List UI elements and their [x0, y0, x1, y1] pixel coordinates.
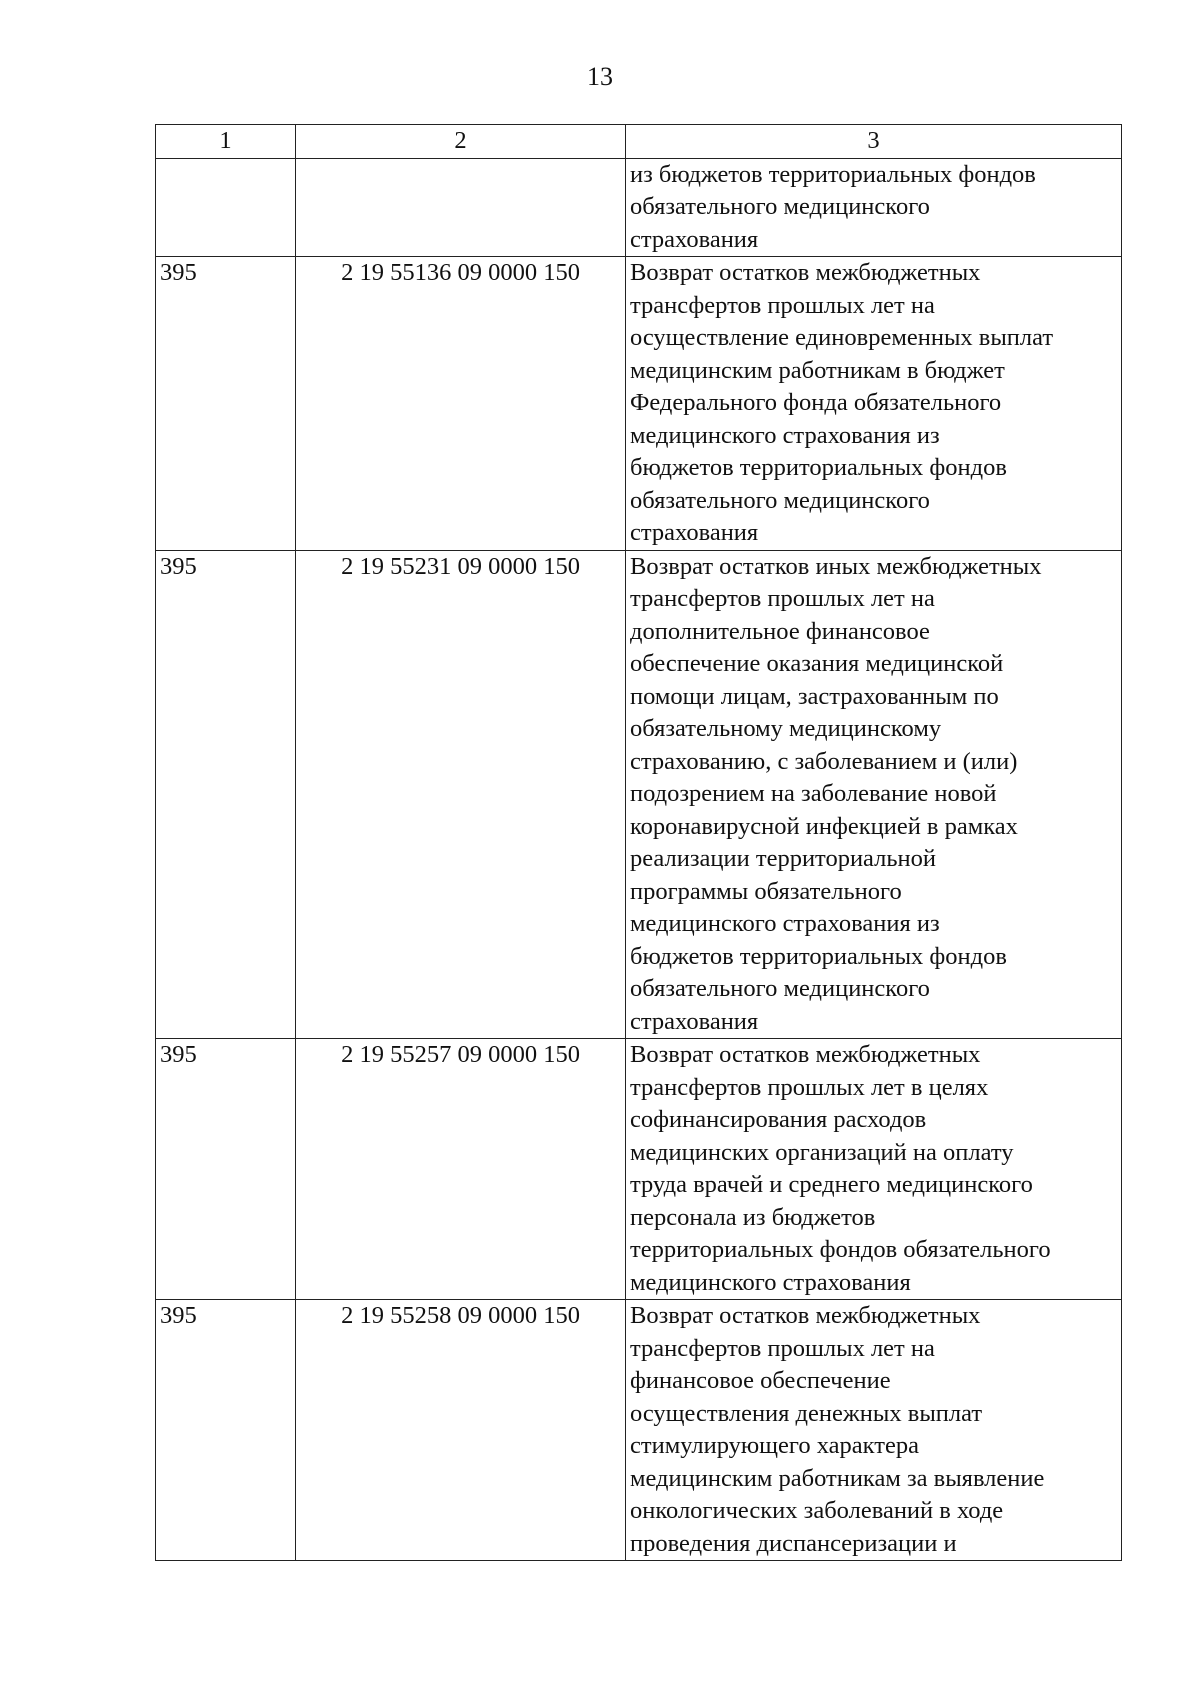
description-line: дополнительное финансовое	[630, 617, 930, 645]
description-line: медицинских организаций на оплату	[630, 1138, 1014, 1166]
budget-classification-code-cell: 2 19 55231 09 0000 150	[296, 550, 626, 1039]
description-line: Возврат остатков межбюджетных	[630, 259, 981, 286]
description-line: осуществление единовременных выплат	[630, 324, 1054, 351]
column-header-3: 3	[626, 125, 1122, 159]
column-header-1: 1	[156, 125, 296, 159]
admin-code-cell: 395	[156, 1300, 296, 1561]
income-description-cell	[626, 1300, 1122, 1561]
description-line: реализации территориальной	[630, 845, 937, 872]
budget-codes-table	[155, 124, 1122, 1561]
column-header-2: 2	[296, 125, 626, 159]
description-line: страхованию, с заболеванием и (или)	[630, 747, 1018, 775]
description-line: территориальных фондов обязательного	[630, 1236, 1051, 1263]
description-line: обязательному медицинскому	[630, 715, 942, 742]
income-description-cell	[626, 1039, 1122, 1300]
description-line: трансфертов прошлых лет на	[630, 291, 935, 319]
budget-classification-code-cell: 2 19 55136 09 0000 150	[296, 257, 626, 551]
description-line: персонала из бюджетов	[630, 1203, 876, 1231]
description-line: обязательного медицинского	[630, 193, 930, 220]
description-line: медицинским работникам за выявление	[630, 1464, 1045, 1492]
description-line: проведения диспансеризации и	[630, 1529, 957, 1557]
description-line: медицинским работникам в бюджет	[630, 356, 1005, 384]
description-line: помощи лицам, застрахованным по	[630, 682, 999, 710]
description-line: подозрением на заболевание новой	[630, 780, 997, 807]
description-line: Возврат остатков межбюджетных	[630, 1302, 981, 1329]
description-line: страхования	[630, 225, 759, 253]
description-line: трансфертов прошлых лет на	[630, 1334, 935, 1362]
table-row	[156, 1300, 1122, 1561]
description-line: софинансирования расходов	[630, 1106, 927, 1133]
description-line: онкологических заболеваний в ходе	[630, 1497, 1004, 1524]
description-line: обязательного медицинского	[630, 975, 930, 1002]
description-line: обеспечение оказания медицинской	[630, 650, 1004, 677]
table-header-row	[156, 125, 1122, 159]
income-description-cell	[626, 550, 1122, 1039]
table-row	[156, 257, 1122, 551]
description-line: обязательного медицинского	[630, 486, 930, 514]
admin-code-cell: 395	[156, 257, 296, 551]
income-description-cell	[626, 158, 1122, 257]
admin-code-cell	[156, 158, 296, 257]
description-line: трансфертов прошлых лет в целях	[630, 1073, 989, 1101]
table-row	[156, 1039, 1122, 1300]
description-line: страхования	[630, 1007, 759, 1035]
description-line: стимулирующего характера	[630, 1432, 919, 1459]
income-description-cell	[626, 257, 1122, 551]
description-line: страхования	[630, 519, 759, 546]
description-line: труда врачей и среднего медицинского	[630, 1171, 1033, 1198]
description-line: бюджетов территориальных фондов	[630, 454, 1007, 481]
description-line: коронавирусной инфекцией в рамках	[630, 812, 1018, 840]
description-line: медицинского страхования из	[630, 910, 940, 937]
budget-classification-code-cell	[296, 158, 626, 257]
description-line: Федерального фонда обязательного	[630, 389, 1002, 416]
description-line: медицинского страхования из	[630, 421, 940, 449]
page-number: 13	[587, 62, 613, 91]
description-line: из бюджетов территориальных фондов	[630, 160, 1036, 188]
description-line: бюджетов территориальных фондов	[630, 942, 1007, 970]
description-line: трансфертов прошлых лет на	[630, 585, 935, 612]
table-row	[156, 550, 1122, 1039]
description-line: Возврат остатков межбюджетных	[630, 1041, 981, 1068]
table-body	[156, 158, 1122, 1561]
description-line: медицинского страхования	[630, 1268, 911, 1296]
description-line: программы обязательного	[630, 877, 902, 905]
description-line: осуществления денежных выплат	[630, 1399, 983, 1427]
description-line: финансовое обеспечение	[630, 1367, 891, 1394]
budget-classification-code-cell: 2 19 55258 09 0000 150	[296, 1300, 626, 1561]
description-line: Возврат остатков иных межбюджетных	[630, 552, 1042, 580]
budget-classification-code-cell: 2 19 55257 09 0000 150	[296, 1039, 626, 1300]
admin-code-cell: 395	[156, 550, 296, 1039]
table-row	[156, 158, 1122, 257]
admin-code-cell: 395	[156, 1039, 296, 1300]
